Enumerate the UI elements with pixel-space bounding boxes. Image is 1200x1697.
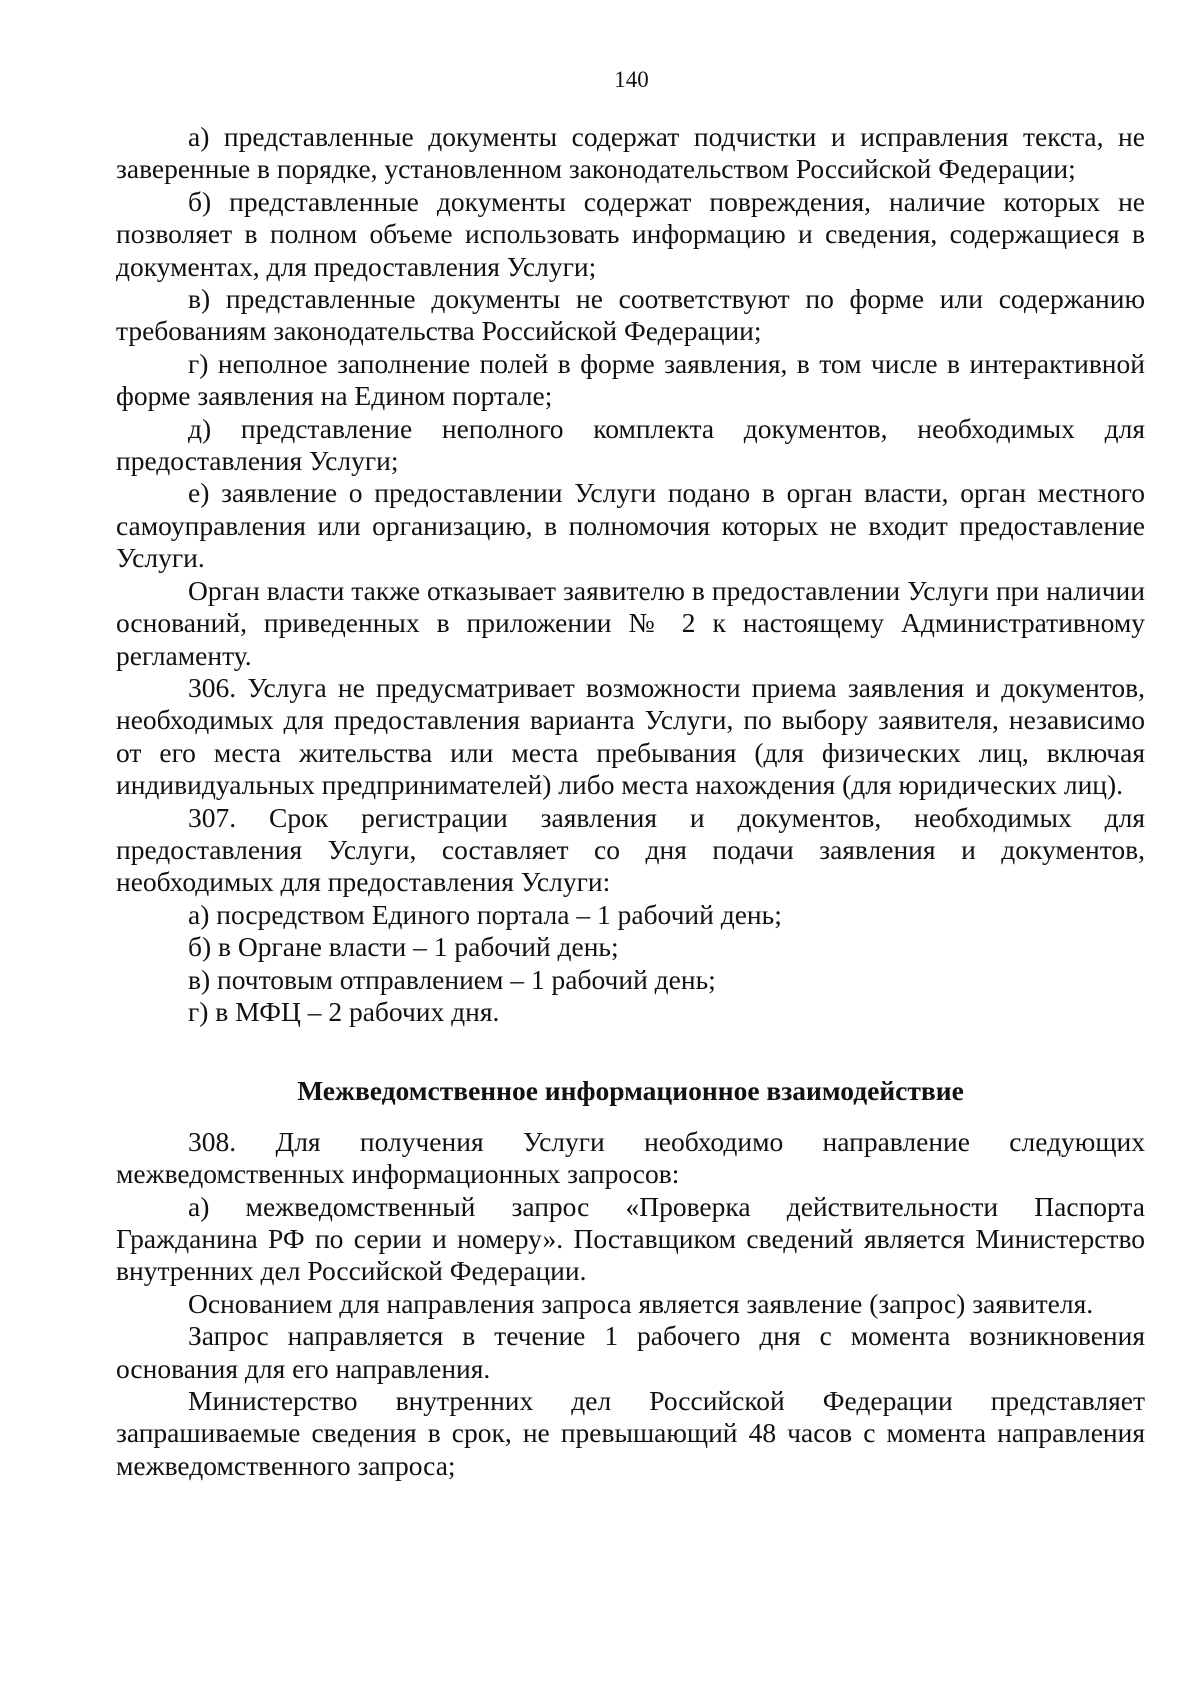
paragraph-item-e-wrong-authority: е) заявление о предоставлении Услуги подано в орган власти, орган местного самоуправления или организацию, в полномочия которых не входит предоставление Услуги. bbox=[116, 477, 1145, 574]
paragraph-307: 307. Срок регистрации заявления и документов, необходимых для предоставления Услуги, составляет со дня подачи заявления и документов, необходимых для предоставления Услуги: bbox=[116, 801, 1145, 898]
paragraph-307-a: а) посредством Единого портала – 1 рабочий день; bbox=[188, 898, 782, 930]
paragraph-item-b-damage: б) представленные документы содержат повреждения, наличие которых не позволяет в полном объеме использовать информацию и сведения, содержащиеся в документах, для предоставления Услуги; bbox=[116, 185, 1145, 282]
document-body bbox=[116, 121, 1145, 1482]
paragraph-307-b: б) в Органе власти – 1 рабочий день; bbox=[188, 931, 619, 963]
paragraph-306: 306. Услуга не предусматривает возможности приема заявления и документов, необходимых для предоставления варианта Услуги, по выбору заявителя, независимо от его места жительства или места пребывания (для физических лиц, включая индивидуальных предпринимателей) либо места нахождения (для юридических лиц). bbox=[116, 671, 1145, 801]
paragraph-308: 308. Для получения Услуги необходимо направление следующих межведомственных информационных запросов: bbox=[116, 1125, 1145, 1190]
paragraph-307-g: г) в МФЦ – 2 рабочих дня. bbox=[188, 995, 500, 1027]
paragraph-item-v-nonconformity: в) представленные документы не соответствуют по форме или содержанию требованиям законодательства Российской Федерации; bbox=[116, 283, 1145, 347]
section-heading: Межведомственное информационное взаимодействие bbox=[297, 1075, 964, 1107]
paragraph-308-a: а) межведомственный запрос «Проверка действительности Паспорта Гражданина РФ по серии и номеру». Поставщиком сведений является Министерство внутренних дел Российской Федерации. bbox=[116, 1190, 1145, 1287]
paragraph-refusal-grounds: Орган власти также отказывает заявителю в предоставлении Услуги при наличии оснований, приведенных в приложении № 2 к настоящему Административному регламенту. bbox=[116, 574, 1145, 671]
page-number: 140 bbox=[614, 67, 649, 92]
paragraph-307-v: в) почтовым отправлением – 1 рабочий день; bbox=[188, 963, 716, 995]
paragraph-request-timing: Запрос направляется в течение 1 рабочего дня с момента возникновения основания для его направления. bbox=[116, 1320, 1145, 1384]
paragraph-item-a-corrections: а) представленные документы содержат подчистки и исправления текста, не заверенные в порядке, установленном законодательством Российской Федерации; bbox=[116, 121, 1145, 185]
paragraph-request-basis: Основанием для направления запроса является заявление (запрос) заявителя. bbox=[188, 1287, 1094, 1319]
paragraph-item-d-incomplete-set: д) представление неполного комплекта документов, необходимых для предоставления Услуги; bbox=[116, 412, 1145, 477]
paragraph-response-timing: Министерство внутренних дел Российской Федерации представляет запрашиваемые сведения в срок, не превышающий 48 часов с момента направления межведомственного запроса; bbox=[116, 1385, 1145, 1481]
paragraph-item-g-incomplete-fields: г) неполное заполнение полей в форме заявления, в том числе в интерактивной форме заявления на Едином портале; bbox=[116, 347, 1145, 412]
